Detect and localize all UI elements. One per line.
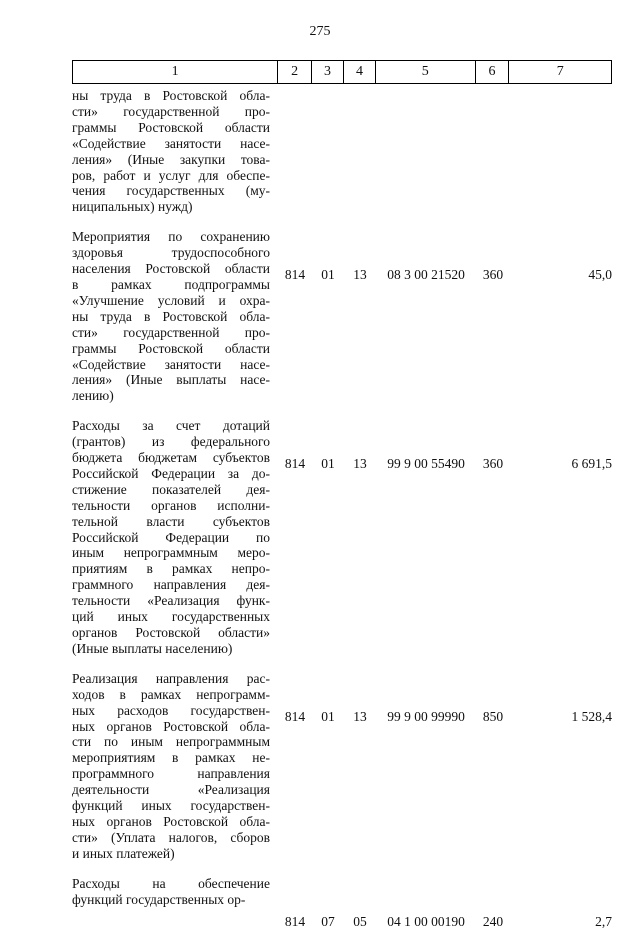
- table-row: [72, 418, 612, 657]
- amount-cell: 6 691,5: [571, 456, 612, 472]
- code-expense-type-cell: 360: [482, 267, 504, 283]
- description-line: сти по иным непрограммным: [72, 734, 270, 750]
- code-expense-type-cell: 240: [482, 913, 504, 929]
- amount-cell: [510, 88, 612, 215]
- description-line: ных органов Ростовской обла-: [72, 813, 270, 829]
- description-line: бюджета бюджетам субъектов: [72, 450, 270, 466]
- code-subsection-cell: 05: [353, 913, 367, 929]
- code-section-cell: 01: [321, 708, 335, 724]
- table-body: [72, 88, 612, 944]
- description-line: чения государственных (му-: [72, 183, 270, 199]
- header-col-7: 7: [556, 64, 564, 79]
- code-expense-type-cell: 360: [482, 456, 504, 472]
- code-ministry-cell: 814: [284, 708, 306, 724]
- description-line: программного направления: [72, 766, 270, 782]
- amount-cell: 2,7: [595, 913, 612, 929]
- header-col-6: 6: [476, 61, 510, 83]
- description-line: Российской Федерации за до-: [72, 465, 270, 481]
- description-line: населения Ростовской области: [72, 261, 270, 277]
- description-line: функций государственных ор-: [72, 891, 246, 907]
- header-col-4: 4: [344, 61, 376, 83]
- description-line: граммы Ростовской области: [72, 119, 270, 135]
- code-target-article-cell: 99 9 00 55490: [387, 456, 465, 472]
- row-description: [72, 671, 278, 862]
- description-line: стижение показателей дея-: [72, 481, 270, 497]
- amount-cell: 1 528,4: [571, 708, 612, 724]
- code-subsection-cell: 13: [353, 456, 367, 472]
- description-line: «Содействие занятости насе-: [72, 356, 270, 372]
- description-line: тельности «Реализация функ-: [72, 593, 270, 609]
- description-line: сти» государственной про-: [72, 103, 270, 119]
- table-row: [72, 876, 612, 930]
- code-subsection-cell: [344, 88, 376, 215]
- description-line: иным непрограммным меро-: [72, 545, 270, 561]
- description-line: тельной власти субъектов: [72, 513, 270, 529]
- description-line: Расходы на обеспечение: [72, 875, 270, 891]
- code-subsection-cell: 13: [353, 267, 367, 283]
- row-description: [72, 88, 278, 215]
- description-line: деятельности «Реализация: [72, 782, 270, 798]
- code-target-article-cell: [376, 88, 476, 215]
- description-line: сти» государственной про-: [72, 324, 270, 340]
- code-expense-type-cell: 850: [482, 708, 504, 724]
- description-line: ны труда в Ростовской обла-: [72, 88, 270, 103]
- code-expense-type-cell: [476, 88, 510, 215]
- table-row: [72, 671, 612, 862]
- description-line: здоровья трудоспособного: [72, 245, 270, 261]
- description-line: Мероприятия по сохранению: [72, 229, 270, 245]
- code-ministry-cell: 814: [284, 913, 306, 929]
- description-line: ных органов Ростовской обла-: [72, 718, 270, 734]
- description-line: приятиям в рамках непро-: [72, 561, 270, 577]
- description-line: Российской Федерации по: [72, 529, 270, 545]
- description-line: ходов в рамках непрограмм-: [72, 686, 270, 702]
- description-line: в рамках подпрограммы: [72, 276, 270, 292]
- code-section-cell: 01: [321, 456, 335, 472]
- table-row: [72, 88, 612, 215]
- code-section-cell: [312, 88, 344, 215]
- amount-cell: 45,0: [588, 267, 612, 283]
- row-description: [72, 229, 278, 404]
- description-line: и иных платежей): [72, 845, 175, 861]
- description-line: «Улучшение условий и охра-: [72, 292, 270, 308]
- table-row: [72, 229, 612, 404]
- description-line: ров, работ и услуг для обеспе-: [72, 167, 270, 183]
- description-line: мероприятиям в рамках не-: [72, 750, 270, 766]
- code-section-cell: 07: [321, 913, 335, 929]
- code-subsection-cell: 13: [353, 708, 367, 724]
- table-header-row: [72, 60, 612, 84]
- header-col-5: 5: [376, 61, 476, 83]
- description-line: ления» (Иные выплаты насе-: [72, 372, 270, 388]
- description-line: (Иные выплаты населению): [72, 640, 233, 656]
- header-col-1: 1: [73, 61, 278, 83]
- description-line: граммного направления дея-: [72, 577, 270, 593]
- description-line: Реализация направления рас-: [72, 670, 270, 686]
- description-line: «Содействие занятости насе-: [72, 135, 270, 151]
- description-line: тельности органов исполни-: [72, 497, 270, 513]
- code-target-article-cell: 08 3 00 21520: [387, 267, 465, 283]
- description-line: ны труда в Ростовской обла-: [72, 308, 270, 324]
- description-line: органов Ростовской области»: [72, 625, 270, 640]
- description-line: ций иных государственных: [72, 609, 270, 625]
- row-description: [72, 418, 278, 657]
- description-line: ления» (Иные закупки това-: [72, 151, 270, 167]
- header-col-2: 2: [278, 61, 312, 83]
- code-ministry-cell: 814: [284, 456, 306, 472]
- page-number: 275: [309, 24, 331, 39]
- description-line: ниципальных) нужд): [72, 199, 193, 215]
- code-target-article-cell: 04 1 00 00190: [387, 913, 465, 929]
- description-line: ных расходов государствен-: [72, 702, 270, 718]
- header-col-3: 3: [312, 61, 344, 83]
- code-target-article-cell: 99 9 00 99990: [387, 708, 465, 724]
- description-line: функций иных государствен-: [72, 798, 270, 814]
- description-line: лению): [72, 388, 114, 404]
- code-section-cell: 01: [321, 267, 335, 283]
- row-description: [72, 876, 278, 930]
- code-ministry-cell: 814: [284, 267, 306, 283]
- code-ministry-cell: [278, 88, 312, 215]
- description-line: граммы Ростовской области: [72, 340, 270, 356]
- description-line: Расходы за счет дотаций: [72, 418, 270, 434]
- description-line: сти» (Уплата налогов, сборов: [72, 829, 270, 845]
- description-line: (грантов) из федерального: [72, 434, 270, 450]
